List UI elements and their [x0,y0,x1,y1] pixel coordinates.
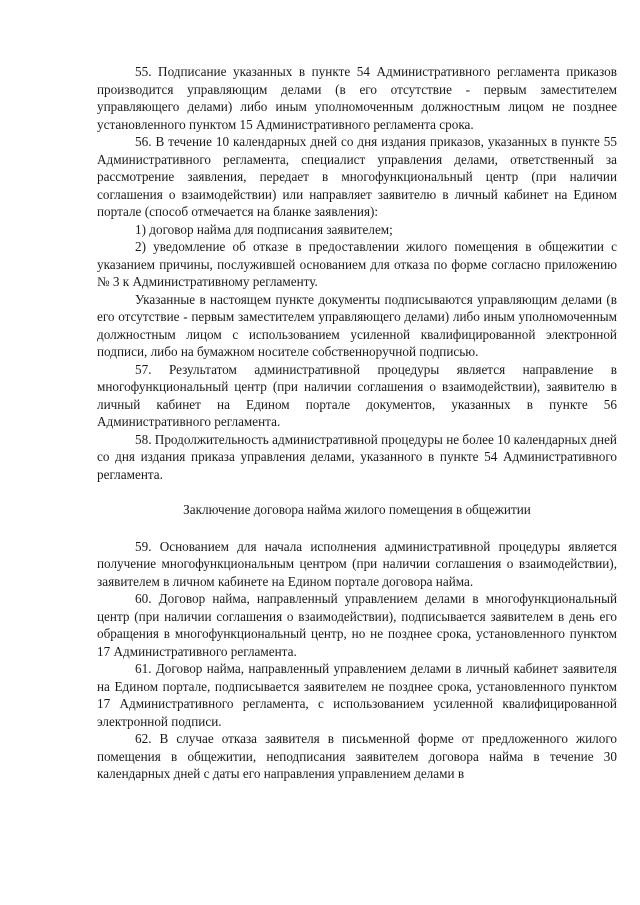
section-heading: Заключение договора найма жилого помещения в общежитии [183,502,531,517]
paragraph-59: 59. Основанием для начала исполнения административной процедуры является получение многофункциональным центром (при наличии соглашения о взаимодействии), заявителем в личном кабинете на Едином портале договора найма. [97,538,617,589]
paragraph-61: 61. Договор найма, направленный управлением делами в личный кабинет заявителя на Едином портале, подписывается заявителем не позднее срока, установленного пунктом 17 Административного регламента, с использованием усиленной квалифицированной электронной подписи. [97,661,617,729]
paragraph-62: 62. В случае отказа заявителя в письменной форме от предложенного жилого помещения в общежитии, неподписания заявителем договора найма в течение 30 календарных дней с даты его направления управлением делами в [97,731,617,781]
list-item-2: 2) уведомление об отказе в предоставлении жилого помещения в общежитии с указанием причины, послужившей основанием для отказа по форме согласно приложению № 3 к Административному регламенту. [97,239,617,289]
paragraph-57: 57. Результатом административной процедуры является направление в многофункциональный центр (при наличии соглашения о взаимодействии), заявителю в личный кабинет на Едином портале документов, указанных в пункте 56 Административного регламента. [97,361,617,429]
paragraph-58: 58. Продолжительность административной процедуры не более 10 календарных дней со дня издания приказа управления делами, указанного в пункте 54 Административного регламента. [97,431,617,482]
document-body [97,63,617,783]
paragraph-signing-note: Указанные в настоящем пункте документы подписываются управляющим делами (в его отсутствие - первым заместителем управляющего делами) либо иным уполномоченным должностным лицом с использованием усиленной квалифицированной электронной подписи, либо на бумажном носителе собственноручной подписью. [97,291,617,359]
paragraph-55: 55. Подписание указанных в пункте 54 Административного регламента приказов производится управляющим делами (в его отсутствие - первым заместителем управляющего делами) либо иным уполномоченным должностным лицом не позднее установленного пунктом 15 Административного регламента срока. [97,64,617,132]
paragraph-60: 60. Договор найма, направленный управлением делами в многофункциональный центр (при наличии соглашения о взаимодействии), подписывается заявителем в день его обращения в многофункциональный центр, но не позднее срока, установленного пунктом 17 Административного регламента. [97,591,617,659]
list-item-1: 1) договор найма для подписания заявителем; [135,221,393,237]
paragraph-56: 56. В течение 10 календарных дней со дня издания приказов, указанных в пункте 55 Административного регламента, специалист управления делами, ответственный за рассмотрение заявления, передает в многофункциональный центр (при наличии соглашения о взаимодействии) или направляет заявителю в личный кабинет на Едином портале (способ отмечается на бланке заявления): [97,134,617,219]
